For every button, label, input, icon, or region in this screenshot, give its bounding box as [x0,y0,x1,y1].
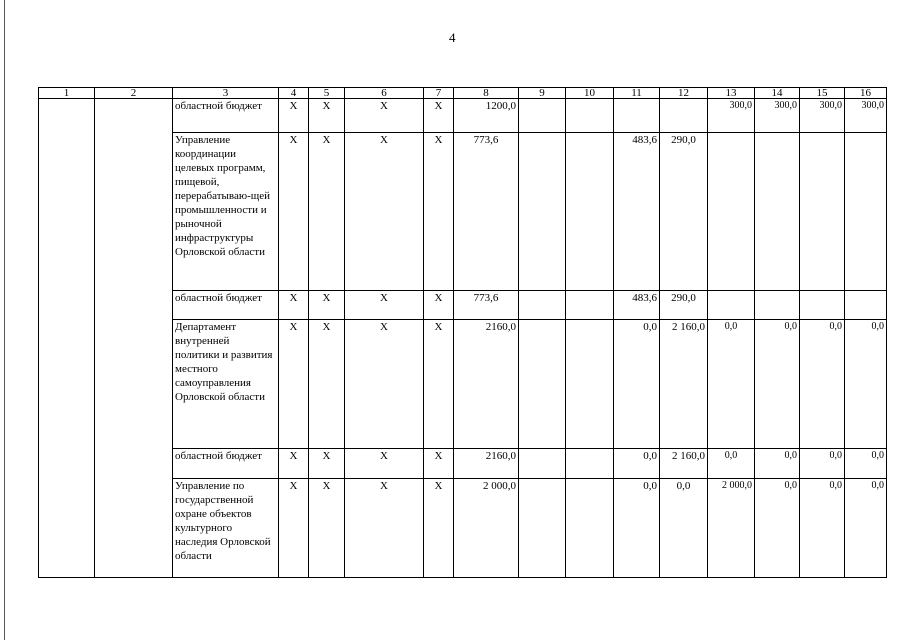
cell-c9 [519,133,566,291]
cell-c7: Х [424,479,454,578]
cell-c11: 483,6 [614,133,660,291]
cell-c14 [755,133,800,291]
cell-c5: Х [309,479,345,578]
cell-c12: 2 160,0 [660,449,708,479]
cell-c5: Х [309,320,345,449]
cell-c9 [519,479,566,578]
col-header-8: 8 [454,88,519,99]
cell-c16 [845,291,887,320]
cell-c15: 0,0 [800,479,845,578]
col-header-13: 13 [708,88,755,99]
col-header-9: 9 [519,88,566,99]
cell-c15 [800,133,845,291]
cell-c9 [519,291,566,320]
cell-c8: 1200,0 [454,99,519,133]
cell-c16 [845,133,887,291]
cell-c10 [566,99,614,133]
cell-c10 [566,320,614,449]
cell-c11: 0,0 [614,479,660,578]
cell-c12: 0,0 [660,479,708,578]
cell-c15 [800,291,845,320]
cell-c9 [519,449,566,479]
cell-c16: 300,0 [845,99,887,133]
cell-c6: Х [345,479,424,578]
cell-c11: 483,6 [614,291,660,320]
page-number: 4 [449,30,456,45]
cell-c4: Х [279,320,309,449]
cell-c12: 290,0 [660,291,708,320]
cell-c4: Х [279,291,309,320]
cell-c14: 0,0 [755,479,800,578]
cell-c11: 0,0 [614,449,660,479]
cell-c6: Х [345,99,424,133]
col-header-16: 16 [845,88,887,99]
cell-c8: 773,6 [454,291,519,320]
cell-c13: 2 000,0 [708,479,755,578]
cell-name: Департамент внутренней политики и развития местного самоуправления Орловской области [173,320,279,449]
cell-c10 [566,449,614,479]
cell-c14: 300,0 [755,99,800,133]
cell-c10 [566,479,614,578]
cell-c6: Х [345,133,424,291]
cell-c13: 0,0 [708,320,755,449]
cell-c14: 0,0 [755,320,800,449]
col-header-11: 11 [614,88,660,99]
cell-c4: Х [279,133,309,291]
col-header-6: 6 [345,88,424,99]
cell-c16: 0,0 [845,479,887,578]
col-header-10: 10 [566,88,614,99]
table-row [39,99,887,133]
cell-c5: Х [309,291,345,320]
cell-c13: 0,0 [708,449,755,479]
cell-c12: 2 160,0 [660,320,708,449]
col-header-1: 1 [39,88,95,99]
cell-c8: 2 000,0 [454,479,519,578]
cell-c8: 773,6 [454,133,519,291]
cell-c7: Х [424,133,454,291]
cell-c6: Х [345,291,424,320]
cell-c6: Х [345,320,424,449]
col-header-3: 3 [173,88,279,99]
budget-table [38,87,887,578]
cell-c5: Х [309,449,345,479]
cell-c8: 2160,0 [454,320,519,449]
cell-col2-merged [95,99,173,578]
header-row [39,88,887,99]
cell-name: Управление координации целевых программ, пищевой, перерабатываю-щей промышленности и рыночной инфраструктуры Орловской области [173,133,279,291]
col-header-4: 4 [279,88,309,99]
cell-c7: Х [424,291,454,320]
cell-col1-merged [39,99,95,578]
cell-c13 [708,133,755,291]
col-header-2: 2 [95,88,173,99]
cell-c13 [708,291,755,320]
cell-c4: Х [279,99,309,133]
col-header-7: 7 [424,88,454,99]
cell-c7: Х [424,449,454,479]
col-header-5: 5 [309,88,345,99]
cell-c8: 2160,0 [454,449,519,479]
page-left-edge [4,0,5,640]
cell-c9 [519,320,566,449]
cell-c7: Х [424,99,454,133]
cell-name: Управление по государственной охране объектов культурного наследия Орловской области [173,479,279,578]
cell-c15: 0,0 [800,449,845,479]
cell-c13: 300,0 [708,99,755,133]
col-header-15: 15 [800,88,845,99]
cell-name: областной бюджет [173,291,279,320]
cell-c10 [566,291,614,320]
cell-c11: 0,0 [614,320,660,449]
cell-c16: 0,0 [845,449,887,479]
cell-c7: Х [424,320,454,449]
cell-c5: Х [309,99,345,133]
cell-c9 [519,99,566,133]
cell-name: областной бюджет [173,449,279,479]
cell-c4: Х [279,449,309,479]
cell-c15: 300,0 [800,99,845,133]
cell-c15: 0,0 [800,320,845,449]
cell-c14 [755,291,800,320]
col-header-12: 12 [660,88,708,99]
cell-c4: Х [279,479,309,578]
cell-c11 [614,99,660,133]
cell-c12: 290,0 [660,133,708,291]
cell-c16: 0,0 [845,320,887,449]
col-header-14: 14 [755,88,800,99]
cell-c5: Х [309,133,345,291]
cell-c12 [660,99,708,133]
cell-c6: Х [345,449,424,479]
cell-c14: 0,0 [755,449,800,479]
cell-name: областной бюджет [173,99,279,133]
cell-c10 [566,133,614,291]
